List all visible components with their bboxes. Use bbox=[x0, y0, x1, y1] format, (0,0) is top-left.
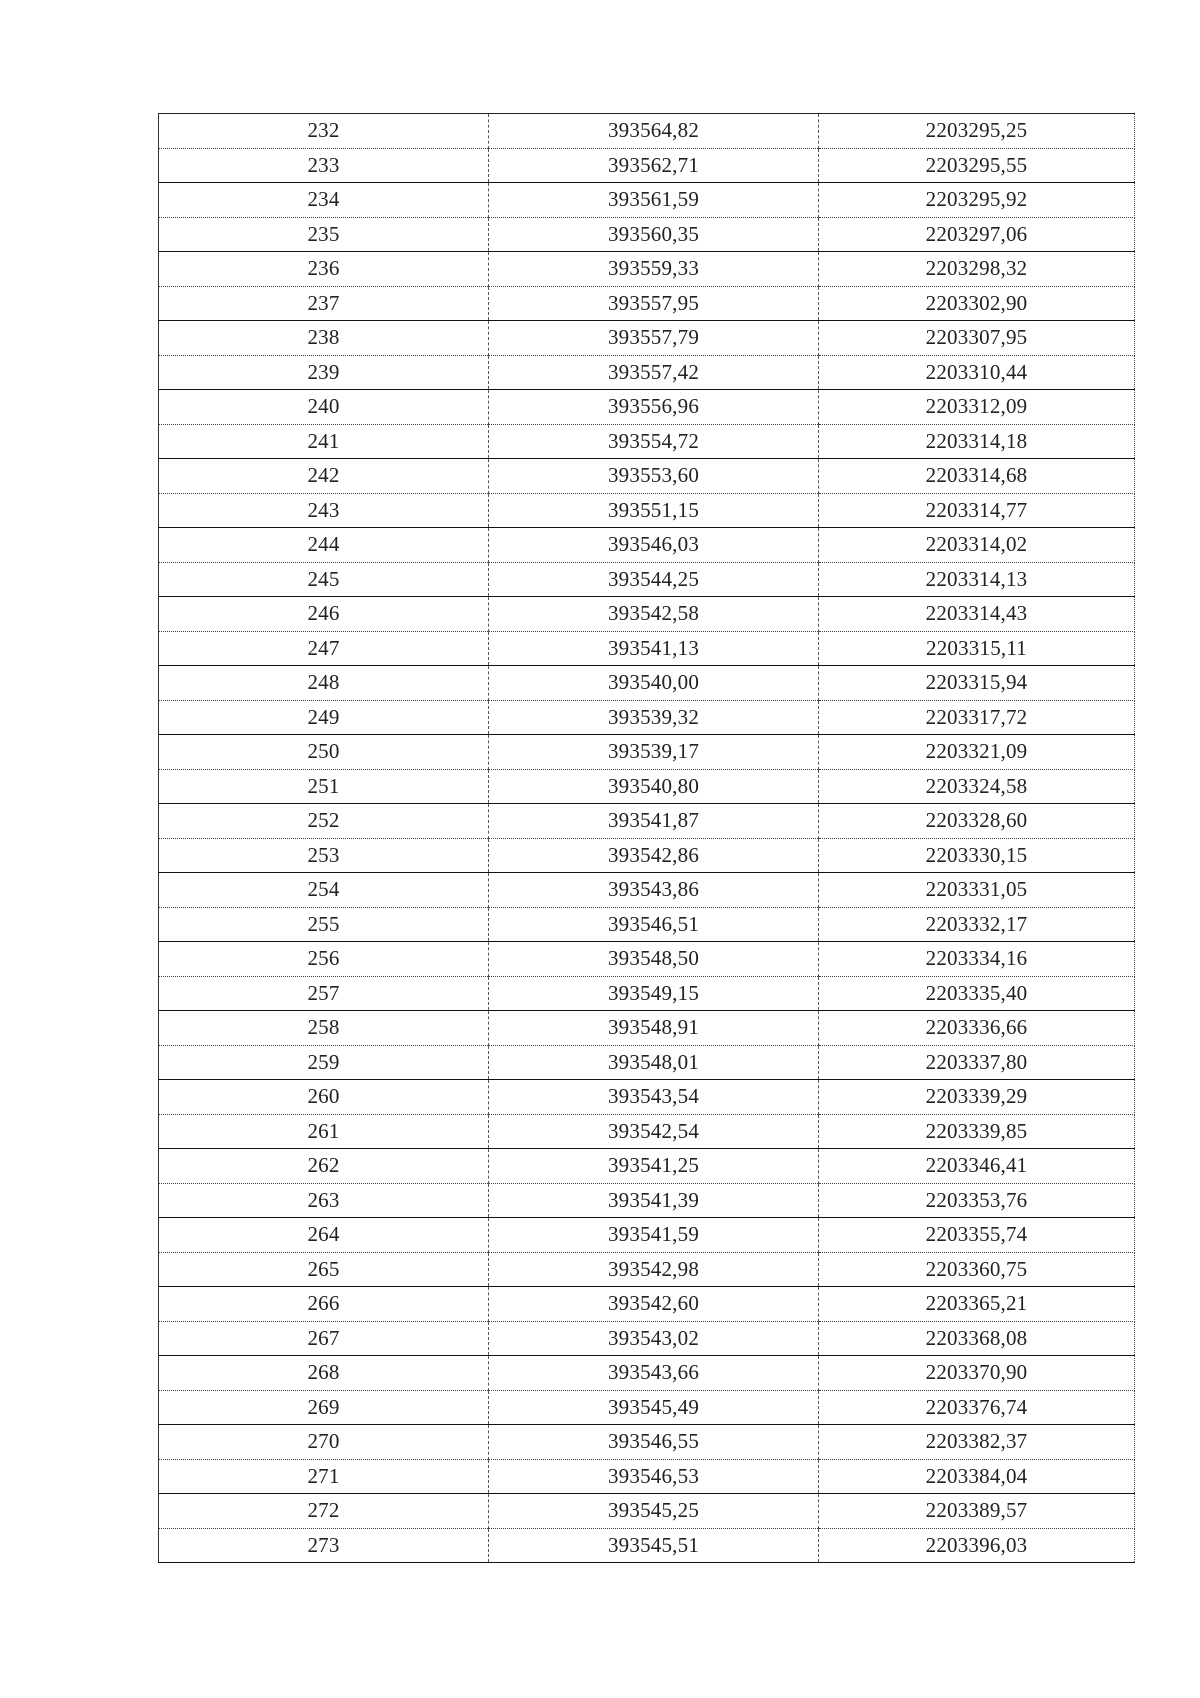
y-coordinate-cell: 2203298,32 bbox=[819, 252, 1135, 287]
point-number-cell: 273 bbox=[159, 1528, 489, 1563]
x-coordinate-cell: 393548,91 bbox=[489, 1011, 819, 1046]
y-coordinate-cell: 2203324,58 bbox=[819, 769, 1135, 804]
point-number-cell: 245 bbox=[159, 562, 489, 597]
point-number-cell: 260 bbox=[159, 1080, 489, 1115]
y-coordinate-cell: 2203297,06 bbox=[819, 217, 1135, 252]
x-coordinate-cell: 393557,95 bbox=[489, 286, 819, 321]
y-coordinate-cell: 2203334,16 bbox=[819, 942, 1135, 977]
point-number-cell: 268 bbox=[159, 1356, 489, 1391]
table-row bbox=[159, 321, 1135, 356]
x-coordinate-cell: 393553,60 bbox=[489, 459, 819, 494]
y-coordinate-cell: 2203365,21 bbox=[819, 1287, 1135, 1322]
point-number-cell: 262 bbox=[159, 1149, 489, 1184]
y-coordinate-cell: 2203314,77 bbox=[819, 493, 1135, 528]
x-coordinate-cell: 393560,35 bbox=[489, 217, 819, 252]
y-coordinate-cell: 2203302,90 bbox=[819, 286, 1135, 321]
point-number-cell: 235 bbox=[159, 217, 489, 252]
point-number-cell: 233 bbox=[159, 148, 489, 183]
x-coordinate-cell: 393545,51 bbox=[489, 1528, 819, 1563]
x-coordinate-cell: 393549,15 bbox=[489, 976, 819, 1011]
table-row bbox=[159, 1045, 1135, 1080]
y-coordinate-cell: 2203295,55 bbox=[819, 148, 1135, 183]
point-number-cell: 242 bbox=[159, 459, 489, 494]
y-coordinate-cell: 2203368,08 bbox=[819, 1321, 1135, 1356]
x-coordinate-cell: 393556,96 bbox=[489, 390, 819, 425]
coordinates-table-body bbox=[159, 114, 1135, 1563]
y-coordinate-cell: 2203339,85 bbox=[819, 1114, 1135, 1149]
table-row bbox=[159, 1011, 1135, 1046]
y-coordinate-cell: 2203315,94 bbox=[819, 666, 1135, 701]
point-number-cell: 247 bbox=[159, 631, 489, 666]
table-row bbox=[159, 528, 1135, 563]
table-row bbox=[159, 252, 1135, 287]
point-number-cell: 265 bbox=[159, 1252, 489, 1287]
point-number-cell: 243 bbox=[159, 493, 489, 528]
x-coordinate-cell: 393545,49 bbox=[489, 1390, 819, 1425]
table-row bbox=[159, 907, 1135, 942]
table-row bbox=[159, 1390, 1135, 1425]
table-row bbox=[159, 1425, 1135, 1460]
table-row bbox=[159, 666, 1135, 701]
point-number-cell: 251 bbox=[159, 769, 489, 804]
table-row bbox=[159, 1080, 1135, 1115]
y-coordinate-cell: 2203331,05 bbox=[819, 873, 1135, 908]
point-number-cell: 248 bbox=[159, 666, 489, 701]
x-coordinate-cell: 393540,00 bbox=[489, 666, 819, 701]
table-row bbox=[159, 735, 1135, 770]
y-coordinate-cell: 2203384,04 bbox=[819, 1459, 1135, 1494]
x-coordinate-cell: 393546,03 bbox=[489, 528, 819, 563]
x-coordinate-cell: 393543,66 bbox=[489, 1356, 819, 1391]
x-coordinate-cell: 393557,42 bbox=[489, 355, 819, 390]
point-number-cell: 252 bbox=[159, 804, 489, 839]
table-row bbox=[159, 1287, 1135, 1322]
table-row bbox=[159, 493, 1135, 528]
x-coordinate-cell: 393564,82 bbox=[489, 114, 819, 149]
point-number-cell: 271 bbox=[159, 1459, 489, 1494]
point-number-cell: 241 bbox=[159, 424, 489, 459]
x-coordinate-cell: 393540,80 bbox=[489, 769, 819, 804]
coordinates-table bbox=[158, 113, 1135, 1563]
point-number-cell: 264 bbox=[159, 1218, 489, 1253]
table-row bbox=[159, 873, 1135, 908]
x-coordinate-cell: 393546,55 bbox=[489, 1425, 819, 1460]
x-coordinate-cell: 393542,86 bbox=[489, 838, 819, 873]
x-coordinate-cell: 393542,60 bbox=[489, 1287, 819, 1322]
point-number-cell: 258 bbox=[159, 1011, 489, 1046]
x-coordinate-cell: 393543,54 bbox=[489, 1080, 819, 1115]
y-coordinate-cell: 2203376,74 bbox=[819, 1390, 1135, 1425]
y-coordinate-cell: 2203315,11 bbox=[819, 631, 1135, 666]
point-number-cell: 270 bbox=[159, 1425, 489, 1460]
y-coordinate-cell: 2203360,75 bbox=[819, 1252, 1135, 1287]
x-coordinate-cell: 393554,72 bbox=[489, 424, 819, 459]
y-coordinate-cell: 2203328,60 bbox=[819, 804, 1135, 839]
table-row bbox=[159, 390, 1135, 425]
y-coordinate-cell: 2203314,68 bbox=[819, 459, 1135, 494]
x-coordinate-cell: 393539,17 bbox=[489, 735, 819, 770]
y-coordinate-cell: 2203332,17 bbox=[819, 907, 1135, 942]
point-number-cell: 244 bbox=[159, 528, 489, 563]
point-number-cell: 263 bbox=[159, 1183, 489, 1218]
table-row bbox=[159, 114, 1135, 149]
y-coordinate-cell: 2203310,44 bbox=[819, 355, 1135, 390]
x-coordinate-cell: 393542,58 bbox=[489, 597, 819, 632]
point-number-cell: 234 bbox=[159, 183, 489, 218]
table-row bbox=[159, 1494, 1135, 1529]
y-coordinate-cell: 2203314,13 bbox=[819, 562, 1135, 597]
table-row bbox=[159, 838, 1135, 873]
table-row bbox=[159, 355, 1135, 390]
point-number-cell: 256 bbox=[159, 942, 489, 977]
y-coordinate-cell: 2203330,15 bbox=[819, 838, 1135, 873]
y-coordinate-cell: 2203314,02 bbox=[819, 528, 1135, 563]
x-coordinate-cell: 393546,51 bbox=[489, 907, 819, 942]
point-number-cell: 272 bbox=[159, 1494, 489, 1529]
x-coordinate-cell: 393541,39 bbox=[489, 1183, 819, 1218]
table-row bbox=[159, 804, 1135, 839]
table-row bbox=[159, 1528, 1135, 1563]
x-coordinate-cell: 393544,25 bbox=[489, 562, 819, 597]
x-coordinate-cell: 393561,59 bbox=[489, 183, 819, 218]
table-row bbox=[159, 183, 1135, 218]
y-coordinate-cell: 2203314,43 bbox=[819, 597, 1135, 632]
y-coordinate-cell: 2203314,18 bbox=[819, 424, 1135, 459]
table-row bbox=[159, 769, 1135, 804]
x-coordinate-cell: 393545,25 bbox=[489, 1494, 819, 1529]
y-coordinate-cell: 2203370,90 bbox=[819, 1356, 1135, 1391]
point-number-cell: 240 bbox=[159, 390, 489, 425]
point-number-cell: 238 bbox=[159, 321, 489, 356]
table-row bbox=[159, 217, 1135, 252]
point-number-cell: 269 bbox=[159, 1390, 489, 1425]
x-coordinate-cell: 393541,25 bbox=[489, 1149, 819, 1184]
table-row bbox=[159, 700, 1135, 735]
y-coordinate-cell: 2203295,25 bbox=[819, 114, 1135, 149]
table-row bbox=[159, 1459, 1135, 1494]
x-coordinate-cell: 393548,01 bbox=[489, 1045, 819, 1080]
table-row bbox=[159, 631, 1135, 666]
point-number-cell: 250 bbox=[159, 735, 489, 770]
point-number-cell: 259 bbox=[159, 1045, 489, 1080]
x-coordinate-cell: 393543,86 bbox=[489, 873, 819, 908]
table-row bbox=[159, 459, 1135, 494]
point-number-cell: 239 bbox=[159, 355, 489, 390]
y-coordinate-cell: 2203321,09 bbox=[819, 735, 1135, 770]
y-coordinate-cell: 2203353,76 bbox=[819, 1183, 1135, 1218]
y-coordinate-cell: 2203335,40 bbox=[819, 976, 1135, 1011]
point-number-cell: 267 bbox=[159, 1321, 489, 1356]
y-coordinate-cell: 2203312,09 bbox=[819, 390, 1135, 425]
point-number-cell: 246 bbox=[159, 597, 489, 632]
table-row bbox=[159, 1356, 1135, 1391]
x-coordinate-cell: 393546,53 bbox=[489, 1459, 819, 1494]
x-coordinate-cell: 393542,54 bbox=[489, 1114, 819, 1149]
y-coordinate-cell: 2203317,72 bbox=[819, 700, 1135, 735]
x-coordinate-cell: 393541,13 bbox=[489, 631, 819, 666]
point-number-cell: 254 bbox=[159, 873, 489, 908]
x-coordinate-cell: 393562,71 bbox=[489, 148, 819, 183]
x-coordinate-cell: 393551,15 bbox=[489, 493, 819, 528]
y-coordinate-cell: 2203382,37 bbox=[819, 1425, 1135, 1460]
table-row bbox=[159, 597, 1135, 632]
table-row bbox=[159, 286, 1135, 321]
table-row bbox=[159, 1218, 1135, 1253]
x-coordinate-cell: 393559,33 bbox=[489, 252, 819, 287]
table-row bbox=[159, 942, 1135, 977]
table-row bbox=[159, 1252, 1135, 1287]
x-coordinate-cell: 393541,59 bbox=[489, 1218, 819, 1253]
table-row bbox=[159, 148, 1135, 183]
table-row bbox=[159, 1321, 1135, 1356]
point-number-cell: 236 bbox=[159, 252, 489, 287]
y-coordinate-cell: 2203337,80 bbox=[819, 1045, 1135, 1080]
x-coordinate-cell: 393543,02 bbox=[489, 1321, 819, 1356]
table-row bbox=[159, 562, 1135, 597]
table-row bbox=[159, 1149, 1135, 1184]
point-number-cell: 266 bbox=[159, 1287, 489, 1322]
point-number-cell: 261 bbox=[159, 1114, 489, 1149]
x-coordinate-cell: 393541,87 bbox=[489, 804, 819, 839]
x-coordinate-cell: 393557,79 bbox=[489, 321, 819, 356]
y-coordinate-cell: 2203339,29 bbox=[819, 1080, 1135, 1115]
point-number-cell: 257 bbox=[159, 976, 489, 1011]
y-coordinate-cell: 2203307,95 bbox=[819, 321, 1135, 356]
table-row bbox=[159, 1114, 1135, 1149]
table-row bbox=[159, 976, 1135, 1011]
table-row bbox=[159, 424, 1135, 459]
y-coordinate-cell: 2203396,03 bbox=[819, 1528, 1135, 1563]
y-coordinate-cell: 2203346,41 bbox=[819, 1149, 1135, 1184]
y-coordinate-cell: 2203355,74 bbox=[819, 1218, 1135, 1253]
point-number-cell: 249 bbox=[159, 700, 489, 735]
table-row bbox=[159, 1183, 1135, 1218]
y-coordinate-cell: 2203389,57 bbox=[819, 1494, 1135, 1529]
x-coordinate-cell: 393542,98 bbox=[489, 1252, 819, 1287]
x-coordinate-cell: 393548,50 bbox=[489, 942, 819, 977]
x-coordinate-cell: 393539,32 bbox=[489, 700, 819, 735]
y-coordinate-cell: 2203336,66 bbox=[819, 1011, 1135, 1046]
point-number-cell: 237 bbox=[159, 286, 489, 321]
y-coordinate-cell: 2203295,92 bbox=[819, 183, 1135, 218]
point-number-cell: 255 bbox=[159, 907, 489, 942]
point-number-cell: 232 bbox=[159, 114, 489, 149]
point-number-cell: 253 bbox=[159, 838, 489, 873]
